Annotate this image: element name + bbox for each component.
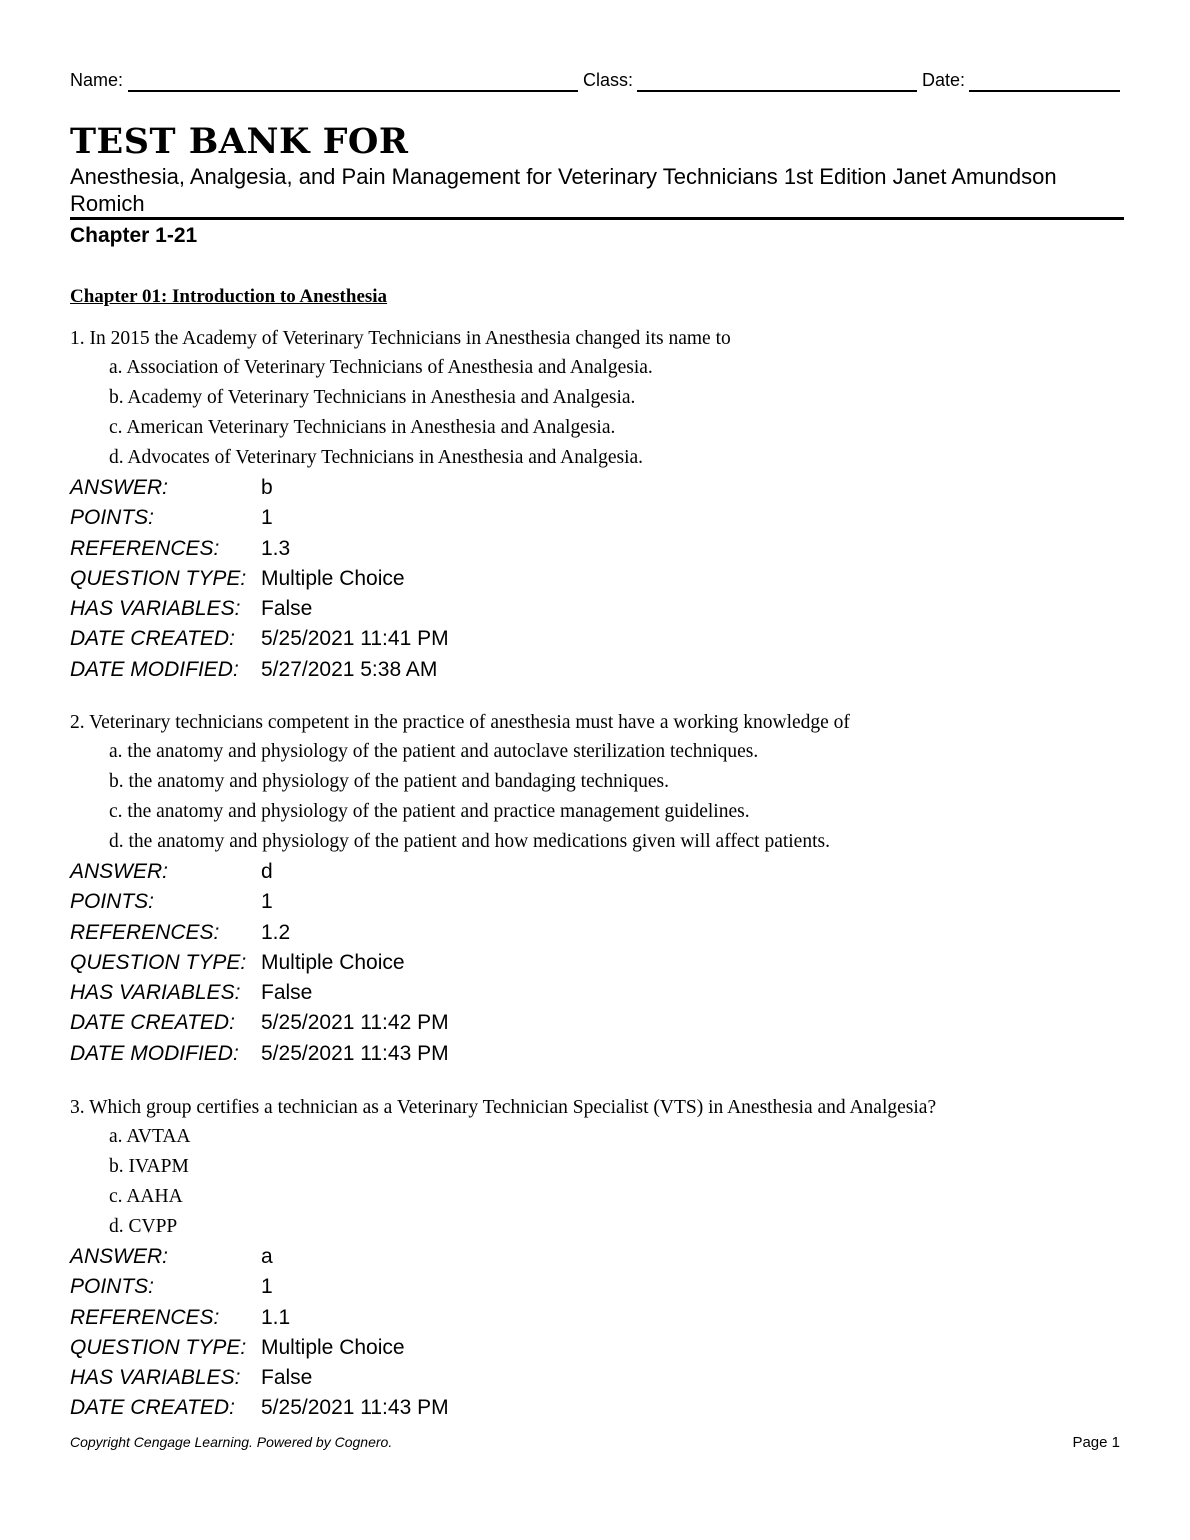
meta-key: POINTS: xyxy=(70,1275,155,1299)
meta-key: REFERENCES: xyxy=(70,920,220,944)
answer-option: a. the anatomy and physiology of the patient and autoclave sterilization techniques. xyxy=(109,741,759,762)
meta-value: 5/25/2021 11:43 PM xyxy=(261,1396,449,1420)
answer-option: d. Advocates of Veterinary Technicians in Anesthesia and Analgesia. xyxy=(109,447,644,468)
class-label: Class: xyxy=(583,70,634,90)
meta-key: DATE MODIFIED: xyxy=(70,657,239,681)
date-label: Date: xyxy=(922,70,966,90)
meta-value: d xyxy=(261,860,273,883)
meta-value: 5/27/2021 5:38 AM xyxy=(261,657,438,681)
meta-key: REFERENCES: xyxy=(70,536,220,560)
meta-value: False xyxy=(261,981,313,1005)
question-stem: 1. In 2015 the Academy of Veterinary Technicians in Anesthesia changed its name to xyxy=(70,328,731,349)
student-info-line xyxy=(70,68,1122,96)
meta-value: False xyxy=(261,597,313,621)
answer-option: d. the anatomy and physiology of the patient and how medications given will affect patients. xyxy=(109,831,830,852)
meta-value: 1.1 xyxy=(261,1305,291,1329)
meta-key: ANSWER: xyxy=(70,476,169,499)
answer-option: c. American Veterinary Technicians in Anesthesia and Analgesia. xyxy=(109,417,616,438)
book-title: Anesthesia, Analgesia, and Pain Management for Veterinary Technicians 1st Edition Janet Amundson Romich xyxy=(70,164,1057,216)
meta-key: QUESTION TYPE: xyxy=(70,1335,247,1359)
meta-row-points xyxy=(70,887,1130,917)
meta-key: DATE CREATED: xyxy=(70,1011,235,1035)
meta-value: False xyxy=(261,1366,313,1390)
question-2 xyxy=(70,709,1130,1069)
question-stem: 2. Veterinary technicians competent in the practice of anesthesia must have a working knowledge of xyxy=(70,712,850,733)
meta-value: 1.2 xyxy=(261,920,291,944)
answer-option: b. the anatomy and physiology of the patient and bandaging techniques. xyxy=(109,771,669,792)
meta-value: 5/25/2021 11:42 PM xyxy=(261,1011,449,1035)
meta-key: DATE CREATED: xyxy=(70,1396,235,1420)
meta-row-date-created xyxy=(70,1008,1130,1038)
chapter-range: Chapter 1-21 xyxy=(70,224,198,247)
meta-row-references xyxy=(70,534,1130,564)
meta-key: REFERENCES: xyxy=(70,1305,220,1329)
meta-value: 5/25/2021 11:41 PM xyxy=(261,627,449,651)
meta-value: 1 xyxy=(261,890,273,914)
meta-row-points xyxy=(70,503,1130,533)
date-blank xyxy=(969,90,1120,92)
answer-option: b. Academy of Veterinary Technicians in Anesthesia and Analgesia. xyxy=(109,387,636,408)
test-bank-banner: TEST BANK FOR xyxy=(70,121,409,162)
meta-row-has-variables xyxy=(70,594,1130,624)
answer-option: c. AAHA xyxy=(109,1186,183,1207)
answer-option: c. the anatomy and physiology of the patient and practice management guidelines. xyxy=(109,801,750,822)
name-blank xyxy=(128,90,578,92)
meta-row-answer xyxy=(70,473,1130,503)
meta-key: ANSWER: xyxy=(70,860,169,883)
question-3 xyxy=(70,1094,1130,1424)
meta-key: HAS VARIABLES: xyxy=(70,1366,241,1390)
meta-value: 1.3 xyxy=(261,536,291,560)
copyright-footer: Copyright Cengage Learning. Powered by Cognero. xyxy=(70,1434,393,1450)
meta-key: DATE CREATED: xyxy=(70,627,235,651)
meta-row-points xyxy=(70,1272,1130,1302)
meta-row-date-created xyxy=(70,624,1130,654)
class-blank xyxy=(637,90,917,92)
page-number: Page 1 xyxy=(1072,1434,1120,1451)
meta-row-question-type xyxy=(70,948,1130,978)
meta-row-question-type xyxy=(70,564,1130,594)
meta-row-question-type xyxy=(70,1333,1130,1363)
answer-option: a. AVTAA xyxy=(109,1126,191,1147)
meta-row-date-modified xyxy=(70,1039,1130,1069)
meta-key: POINTS: xyxy=(70,890,155,914)
meta-value: 1 xyxy=(261,1275,273,1299)
answer-option: d. CVPP xyxy=(109,1216,178,1237)
chapter-heading: Chapter 01: Introduction to Anesthesia xyxy=(70,286,388,307)
meta-row-date-modified xyxy=(70,655,1130,685)
meta-key: HAS VARIABLES: xyxy=(70,597,241,621)
meta-value: 5/25/2021 11:43 PM xyxy=(261,1041,449,1065)
meta-value: b xyxy=(261,476,273,499)
meta-row-references xyxy=(70,918,1130,948)
meta-row-date-created xyxy=(70,1393,1130,1423)
meta-value: Multiple Choice xyxy=(261,1335,405,1359)
meta-row-references xyxy=(70,1303,1130,1333)
name-label: Name: xyxy=(70,70,124,90)
meta-value: Multiple Choice xyxy=(261,950,405,974)
title-divider xyxy=(70,217,1124,220)
meta-row-has-variables xyxy=(70,978,1130,1008)
meta-value: a xyxy=(261,1245,273,1268)
meta-key: DATE MODIFIED: xyxy=(70,1041,239,1065)
meta-key: QUESTION TYPE: xyxy=(70,566,247,590)
question-stem: 3. Which group certifies a technician as a Veterinary Technician Specialist (VTS) in Anesthesia and Analgesia? xyxy=(70,1097,937,1118)
meta-key: QUESTION TYPE: xyxy=(70,950,247,974)
meta-row-answer xyxy=(70,857,1130,887)
answer-option: b. IVAPM xyxy=(109,1156,189,1177)
meta-value: Multiple Choice xyxy=(261,566,405,590)
meta-row-has-variables xyxy=(70,1363,1130,1393)
meta-key: POINTS: xyxy=(70,506,155,530)
meta-key: HAS VARIABLES: xyxy=(70,981,241,1005)
question-1 xyxy=(70,325,1130,685)
meta-value: 1 xyxy=(261,506,273,530)
meta-row-answer xyxy=(70,1242,1130,1272)
meta-key: ANSWER: xyxy=(70,1245,169,1268)
answer-option: a. Association of Veterinary Technicians of Anesthesia and Analgesia. xyxy=(109,357,653,378)
